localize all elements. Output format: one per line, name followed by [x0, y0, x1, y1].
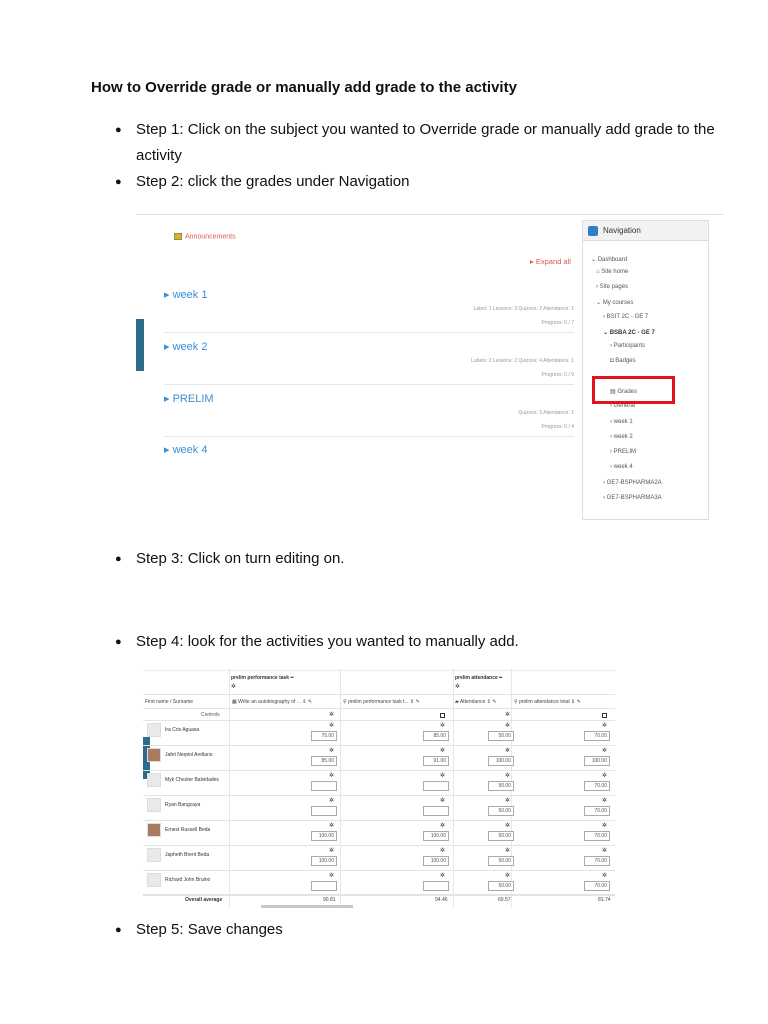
- gear-icon[interactable]: ✲: [329, 823, 335, 829]
- gear-icon[interactable]: ✲: [440, 873, 446, 879]
- average-value: 81.74: [598, 897, 611, 903]
- gear-icon[interactable]: ✲: [602, 848, 608, 854]
- gear-icon[interactable]: ✲: [329, 848, 335, 854]
- grade-input[interactable]: 70.00: [584, 856, 610, 866]
- nav-item-current-course[interactable]: ⌄ BSBA 2C - GE 7: [603, 330, 655, 336]
- course-page-screenshot: [136, 212, 724, 522]
- gear-icon[interactable]: ✲: [440, 798, 446, 804]
- gear-icon[interactable]: ✲: [602, 748, 608, 754]
- nav-item-participants[interactable]: › Participants: [610, 343, 646, 349]
- week-title[interactable]: ▸ week 4: [164, 444, 208, 456]
- forum-icon: [174, 233, 182, 240]
- grade-input[interactable]: [311, 881, 337, 891]
- hide-sidebars-handle[interactable]: [136, 319, 144, 371]
- controls-label: Controls: [201, 712, 220, 718]
- gear-icon[interactable]: ✲: [602, 773, 608, 779]
- highlight-box: [592, 376, 675, 404]
- name-column-header[interactable]: First name / Surname: [145, 699, 194, 705]
- gear-icon[interactable]: ✲: [505, 748, 511, 754]
- gear-icon[interactable]: ✲: [231, 684, 237, 690]
- nav-item-general[interactable]: › General: [610, 403, 636, 409]
- grade-input[interactable]: 70.00: [584, 806, 610, 816]
- gear-icon[interactable]: ✲: [329, 748, 335, 754]
- horizontal-scrollbar[interactable]: [261, 905, 353, 908]
- bullet-icon: ●: [115, 124, 122, 136]
- gear-icon[interactable]: ✲: [329, 723, 335, 729]
- avatar: [147, 848, 161, 862]
- nav-item-dashboard[interactable]: ⌄ Dashboard: [591, 257, 628, 263]
- announcements-link[interactable]: [174, 233, 236, 240]
- grade-input[interactable]: 91.00: [423, 756, 449, 766]
- gear-icon[interactable]: ✲: [329, 873, 335, 879]
- step-5-text: Step 5: Save changes: [136, 921, 283, 938]
- gear-icon[interactable]: ✲: [440, 823, 446, 829]
- week-meta: Quizzes: 3 Attendance: 1: [518, 410, 574, 416]
- grade-input[interactable]: 70.00: [584, 731, 610, 741]
- grade-input[interactable]: 70.00: [584, 781, 610, 791]
- avatar: [147, 723, 161, 737]
- page-heading: How to Override grade or manually add grade to the activity: [91, 79, 517, 96]
- grade-input[interactable]: 85.00: [423, 731, 449, 741]
- nav-item-week-4[interactable]: › week 4: [610, 464, 633, 470]
- nav-item-site-pages[interactable]: › Site pages: [596, 284, 629, 290]
- gear-icon[interactable]: ✲: [329, 773, 335, 779]
- grade-input[interactable]: 100.00: [488, 756, 514, 766]
- column-header[interactable]: ⚲ prelim performance task t... ⇕ ✎: [343, 699, 420, 705]
- week-progress: Progress: 0 / 4: [541, 424, 574, 430]
- week-title[interactable]: ▸ week 1: [164, 289, 208, 301]
- gear-icon[interactable]: ✲: [505, 798, 511, 804]
- grade-input[interactable]: [423, 781, 449, 791]
- nav-item-week-1[interactable]: › week 1: [610, 419, 633, 425]
- grader-report-screenshot: [143, 668, 615, 912]
- nav-item-course[interactable]: › GE7-BSPHARMA3A: [603, 495, 662, 501]
- grade-input[interactable]: 75.00: [311, 731, 337, 741]
- gear-icon[interactable]: ✲: [505, 873, 511, 879]
- avatar: [147, 823, 161, 837]
- gear-icon[interactable]: ✲: [602, 873, 608, 879]
- expand-all-link[interactable]: ▸ Expand all: [530, 257, 571, 266]
- nav-item-site-home[interactable]: ⌂ Site home: [596, 269, 629, 275]
- column-header[interactable]: ⚲ prelim attendance total ⇕ ✎: [514, 699, 581, 705]
- category-header: prelim attendance ━: [455, 675, 503, 681]
- grade-input[interactable]: 100.00: [311, 831, 337, 841]
- grade-input[interactable]: [423, 881, 449, 891]
- week-meta: Labels: 2 Lessons: 2 Quizzes: 4 Attendance: 1: [471, 358, 574, 364]
- category-header: prelim performance task ━: [231, 675, 294, 681]
- nav-item-badges[interactable]: ◘ Badges: [610, 358, 636, 364]
- column-header[interactable]: ▦ Write an autobiography of ... ⇕ ✎: [232, 699, 313, 705]
- average-value: 94.46: [435, 897, 448, 903]
- grade-input[interactable]: 50.00: [488, 881, 514, 891]
- student-name[interactable]: Myk Chezter Balvidades: [165, 777, 219, 783]
- student-name[interactable]: Jafet Nerpiol Arellano: [165, 752, 213, 758]
- grade-input[interactable]: 50.00: [488, 831, 514, 841]
- avatar: [147, 748, 161, 762]
- expand-all-label: Expand all: [535, 257, 571, 266]
- nav-item-my-courses[interactable]: ⌄ My courses: [596, 300, 634, 306]
- student-name[interactable]: Ernest Russell Beda: [165, 827, 211, 833]
- student-name[interactable]: Ryan Bangcaya: [165, 802, 201, 808]
- avatar: [147, 798, 161, 812]
- gear-icon[interactable]: ✲: [329, 798, 335, 804]
- week-progress: Progress: 0 / 7: [541, 320, 574, 326]
- grade-input[interactable]: 50.00: [488, 856, 514, 866]
- gear-icon[interactable]: ✲: [505, 773, 511, 779]
- grade-input[interactable]: 100.00: [423, 856, 449, 866]
- grade-input[interactable]: 70.00: [584, 881, 610, 891]
- nav-item-grades[interactable]: ▤ Grades: [610, 389, 638, 395]
- gear-icon[interactable]: ✲: [602, 723, 608, 729]
- grade-input[interactable]: 50.00: [488, 781, 514, 791]
- student-name[interactable]: Ira Cris Aguasa: [165, 727, 200, 733]
- grade-input[interactable]: 70.00: [584, 831, 610, 841]
- nav-item-prelim[interactable]: › PRELIM: [610, 449, 637, 455]
- grade-input[interactable]: [311, 806, 337, 816]
- week-progress: Progress: 0 / 9: [541, 372, 574, 378]
- week-meta: Label: 1 Lessons: 3 Quizzes: 2 Attendance: 1: [473, 306, 574, 312]
- student-name[interactable]: Richard John Bruino: [165, 877, 211, 883]
- nav-item-course[interactable]: › BSIT 2C - GE 7: [603, 314, 649, 320]
- step-2-text: Step 2: click the grades under Navigation: [136, 173, 410, 190]
- step-1-text: Step 1: Click on the subject you wanted to Override grade or manually add grade to the activity: [136, 121, 715, 164]
- avatar: [147, 773, 161, 787]
- gear-icon[interactable]: ✲: [440, 723, 446, 729]
- navigation-block: [582, 220, 709, 520]
- calculator-icon[interactable]: [602, 713, 607, 718]
- announcements-label: Announcements: [185, 233, 236, 241]
- gear-icon[interactable]: ✲: [440, 748, 446, 754]
- avatar: [147, 873, 161, 887]
- gear-icon[interactable]: ✲: [440, 773, 446, 779]
- nav-item-week-2[interactable]: › week 2: [610, 434, 633, 440]
- week-title[interactable]: ▸ week 2: [164, 341, 208, 353]
- bullet-icon: ●: [115, 176, 122, 188]
- gear-icon[interactable]: ✲: [602, 798, 608, 804]
- gear-icon[interactable]: ✲: [455, 684, 461, 690]
- gear-icon[interactable]: ✲: [602, 823, 608, 829]
- bullet-icon: ●: [115, 924, 122, 936]
- step-3-text: Step 3: Click on turn editing on.: [136, 550, 345, 567]
- grade-input[interactable]: [423, 806, 449, 816]
- gear-icon[interactable]: ✲: [505, 712, 511, 718]
- bullet-icon: ●: [115, 553, 122, 565]
- average-value: 90.81: [323, 897, 336, 903]
- gear-icon[interactable]: ✲: [440, 848, 446, 854]
- gear-icon[interactable]: ✲: [505, 848, 511, 854]
- grade-input[interactable]: [311, 781, 337, 791]
- week-title[interactable]: ▸ PRELIM: [164, 393, 214, 405]
- grade-input[interactable]: 85.00: [311, 756, 337, 766]
- student-name[interactable]: Japheth Brent Beda: [165, 852, 210, 858]
- nav-item-course[interactable]: › GE7-BSPHARMA2A: [603, 480, 662, 486]
- grade-input[interactable]: 100.00: [423, 831, 449, 841]
- navigation-icon: [588, 226, 598, 236]
- grade-input[interactable]: 50.00: [488, 731, 514, 741]
- column-header[interactable]: ▰ Attendance ⇕ ✎: [455, 699, 497, 705]
- calculator-icon[interactable]: [440, 713, 445, 718]
- gear-icon[interactable]: ✲: [329, 712, 335, 718]
- bullet-icon: ●: [115, 636, 122, 648]
- average-value: 69.57: [498, 897, 511, 903]
- gear-icon[interactable]: ✲: [505, 723, 511, 729]
- navigation-title: Navigation: [603, 226, 641, 235]
- grade-input[interactable]: 100.00: [584, 756, 610, 766]
- gear-icon[interactable]: ✲: [505, 823, 511, 829]
- grade-input[interactable]: 50.00: [488, 806, 514, 816]
- overall-average-label: Overall average: [185, 897, 223, 903]
- grade-input[interactable]: 100.00: [311, 856, 337, 866]
- step-4-text: Step 4: look for the activities you wanted to manually add.: [136, 633, 519, 650]
